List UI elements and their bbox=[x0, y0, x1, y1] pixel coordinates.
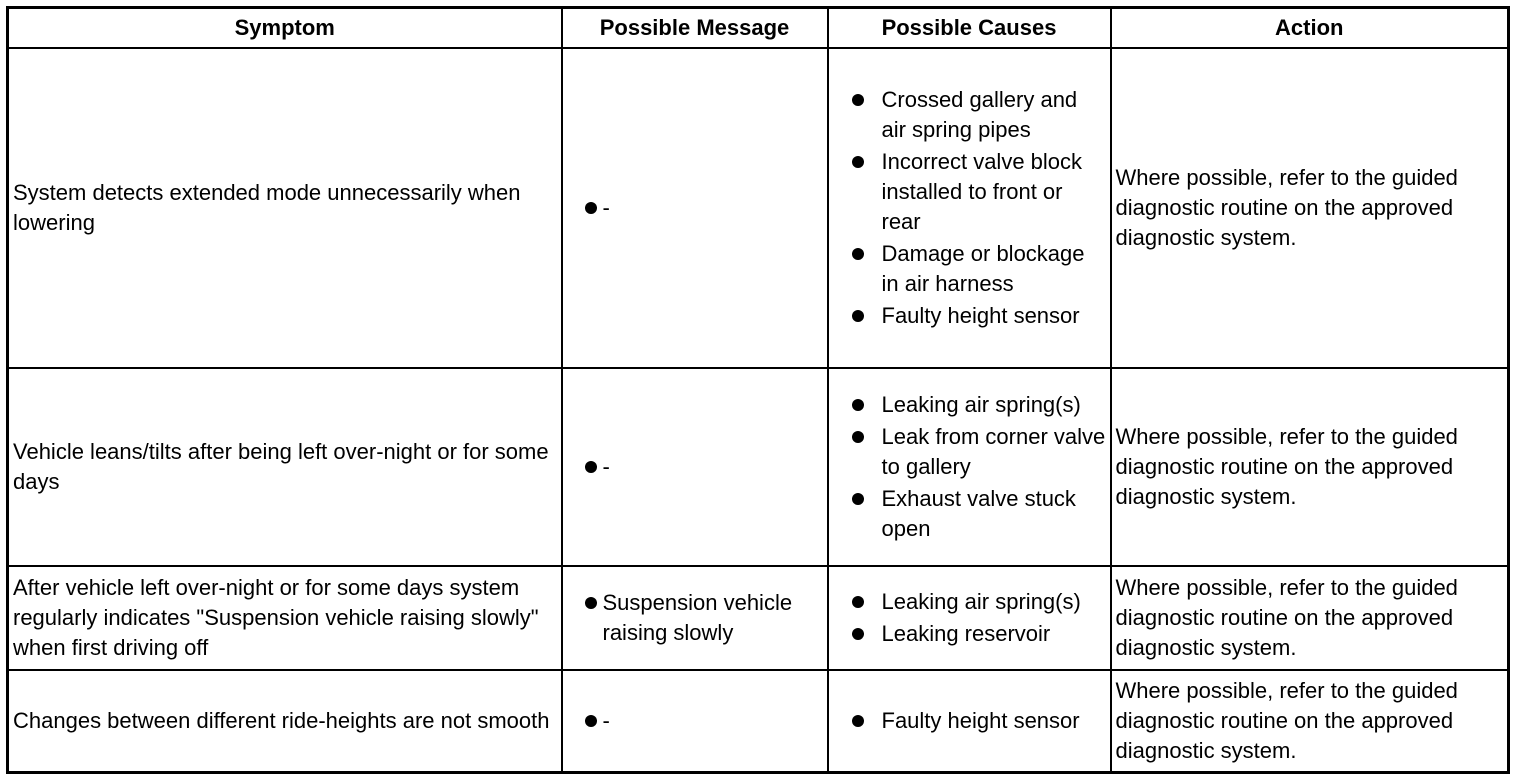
message-list bbox=[567, 588, 823, 648]
cause-text: Leak from corner valve to gallery bbox=[881, 424, 1106, 479]
header-possible-causes: Possible Causes bbox=[828, 8, 1111, 49]
cause-text: Crossed gallery and air spring pipes bbox=[881, 87, 1078, 142]
causes-list bbox=[833, 390, 1106, 544]
list-item bbox=[833, 706, 1106, 736]
cause-text: Leaking reservoir bbox=[881, 621, 1051, 646]
cause-text: Damage or blockage in air harness bbox=[881, 241, 1085, 296]
bullet-icon bbox=[852, 715, 864, 727]
header-action: Action bbox=[1111, 8, 1509, 49]
list-item bbox=[833, 484, 1106, 544]
message-cell bbox=[562, 566, 828, 670]
header-possible-message: Possible Message bbox=[562, 8, 828, 49]
table-row bbox=[8, 566, 1509, 670]
causes-list bbox=[833, 85, 1106, 331]
bullet-icon bbox=[852, 596, 864, 608]
table-header-row bbox=[8, 8, 1509, 49]
cause-text: Faulty height sensor bbox=[881, 303, 1080, 328]
action-cell: Where possible, refer to the guided diagnostic routine on the approved diagnostic system. bbox=[1111, 48, 1509, 368]
symptom-cell: Vehicle leans/tilts after being left over-night or for some days bbox=[8, 368, 562, 566]
symptom-cell: After vehicle left over-night or for some days system regularly indicates "Suspension vehicle raising slowly" when first driving off bbox=[8, 566, 562, 670]
bullet-icon bbox=[852, 628, 864, 640]
symptom-cell: System detects extended mode unnecessarily when lowering bbox=[8, 48, 562, 368]
cause-text: Leaking air spring(s) bbox=[881, 392, 1081, 417]
cause-text: Faulty height sensor bbox=[881, 707, 1080, 733]
message-cell bbox=[562, 368, 828, 566]
message-text: - bbox=[602, 454, 610, 479]
bullet-icon bbox=[852, 248, 864, 260]
message-list bbox=[567, 452, 823, 482]
list-item bbox=[567, 706, 823, 736]
causes-cell bbox=[828, 670, 1111, 772]
message-cell bbox=[562, 670, 828, 772]
causes-cell bbox=[828, 566, 1111, 670]
header-symptom: Symptom bbox=[8, 8, 562, 49]
list-item bbox=[833, 587, 1106, 617]
list-item bbox=[833, 85, 1106, 145]
cause-text: Exhaust valve stuck open bbox=[881, 486, 1076, 541]
table-row bbox=[8, 48, 1509, 368]
cause-text: Leaking air spring(s) bbox=[881, 589, 1081, 614]
list-item bbox=[833, 239, 1106, 299]
message-text: - bbox=[602, 195, 610, 220]
symptom-cell: Changes between different ride-heights are not smooth bbox=[8, 670, 562, 772]
action-cell: Where possible, refer to the guided diagnostic routine on the approved diagnostic system. bbox=[1111, 368, 1509, 566]
causes-list bbox=[833, 587, 1106, 649]
bullet-icon bbox=[585, 715, 597, 727]
table-row bbox=[8, 670, 1509, 772]
message-cell bbox=[562, 48, 828, 368]
list-item bbox=[567, 452, 823, 482]
message-text: - bbox=[602, 707, 610, 733]
bullet-icon bbox=[585, 461, 597, 473]
list-item bbox=[567, 588, 823, 648]
list-item bbox=[833, 619, 1106, 649]
bullet-icon bbox=[852, 94, 864, 106]
bullet-icon bbox=[852, 399, 864, 411]
list-item bbox=[833, 390, 1106, 420]
causes-cell bbox=[828, 368, 1111, 566]
list-item bbox=[833, 301, 1106, 331]
table-row bbox=[8, 368, 1509, 566]
bullet-icon bbox=[852, 310, 864, 322]
list-item bbox=[833, 422, 1106, 482]
list-item bbox=[833, 147, 1106, 237]
bullet-icon bbox=[852, 156, 864, 168]
message-text: Suspension vehicle raising slowly bbox=[602, 590, 793, 645]
action-cell: Where possible, refer to the guided diagnostic routine on the approved diagnostic system. bbox=[1111, 566, 1509, 670]
diagnostic-table bbox=[6, 6, 1510, 774]
list-item bbox=[567, 193, 823, 223]
message-list bbox=[567, 193, 823, 223]
causes-cell bbox=[828, 48, 1111, 368]
action-cell: Where possible, refer to the guided diagnostic routine on the approved diagnostic system. bbox=[1111, 670, 1509, 772]
bullet-icon bbox=[585, 202, 597, 214]
bullet-icon bbox=[852, 431, 864, 443]
bullet-icon bbox=[585, 597, 597, 609]
bullet-icon bbox=[852, 493, 864, 505]
message-list bbox=[567, 706, 823, 736]
causes-list bbox=[833, 706, 1106, 736]
cause-text: Incorrect valve block installed to front or rear bbox=[881, 149, 1083, 234]
